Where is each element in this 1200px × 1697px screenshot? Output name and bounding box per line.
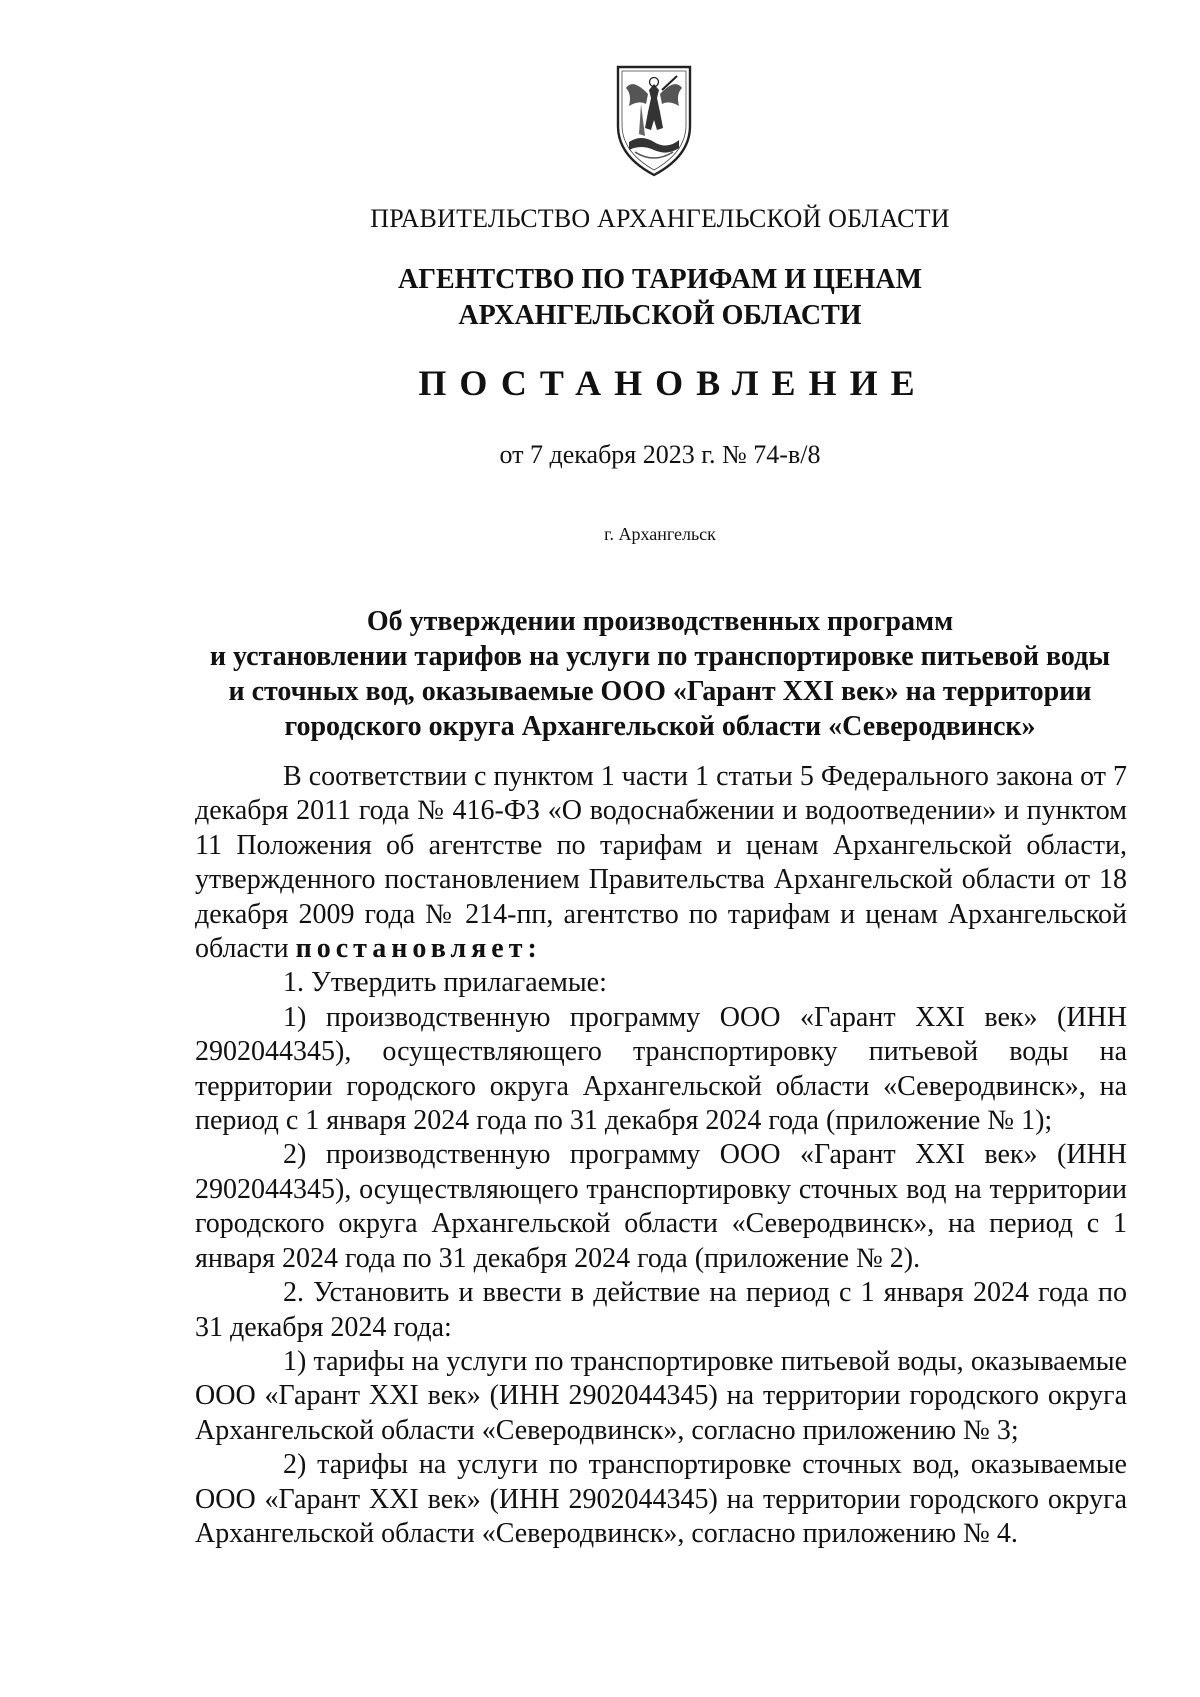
title-line-1: Об утверждении производственных программ (366, 606, 954, 637)
preamble-paragraph (195, 760, 1127, 966)
document-body (195, 760, 1127, 1551)
agency-name-line-1: АГЕНТСТВО ПО ТАРИФАМ И ЦЕНАМ (397, 264, 923, 295)
document-type: ПОСТАНОВЛЕНИЕ (418, 363, 928, 403)
agency-name (0, 262, 1200, 334)
document-title (0, 604, 1200, 744)
document-city: г. Архангельск (604, 524, 716, 544)
government-name: ПРАВИТЕЛЬСТВО АРХАНГЕЛЬСКОЙ ОБЛАСТИ (370, 204, 950, 233)
item-1-2: 2) производственную программу ООО «Гарант XXI век» (ИНН 2902044345), осуществляющего транспортировку сточных вод на территории городского округа Архангельской области «Северодвинск», на период с 1 января 2024 года по 31 декабря 2024 года (приложение № 2). (195, 1139, 1127, 1274)
title-line-3: и сточных вод, оказываемые ООО «Гарант XXI век» на территории (228, 676, 1092, 707)
document-date-number: от 7 декабря 2023 г. № 74-в/8 (499, 440, 821, 469)
item-2-1: 1) тарифы на услуги по транспортировке питьевой воды, оказываемые ООО «Гарант XXI век» (ИНН 2902044345) на территории городского округа Архангельской области «Северодвинск», согласно приложению № 3; (195, 1345, 1127, 1446)
decree-word: постановляет: (295, 933, 542, 965)
title-line-2: и установлении тарифов на услуги по транспортировке питьевой воды (209, 641, 1111, 672)
agency-name-line-2: АРХАНГЕЛЬСКОЙ ОБЛАСТИ (458, 300, 862, 331)
coat-of-arms-icon (615, 64, 693, 178)
item-2-2: 2) тарифы на услуги по транспортировке сточных вод, оказываемые ООО «Гарант XXI век» (ИНН 2902044345) на территории городского округа Архангельской области «Северодвинск», согласно приложению № 4. (195, 1449, 1127, 1549)
item-1: 1. Утвердить прилагаемые: (283, 967, 607, 999)
item-2: 2. Установить и ввести в действие на период с 1 января 2024 года по 31 декабря 2024 года: (195, 1277, 1127, 1343)
item-1-1: 1) производственную программу ООО «Гарант XXI век» (ИНН 2902044345), осуществляющего транспортировку питьевой воды на территории городского округа Архангельской области «Северодвинск», на период с 1 января 2024 года по 31 декабря 2024 года (приложение № 1); (195, 1001, 1127, 1137)
title-line-4: городского округа Архангельской области «Северодвинск» (284, 711, 1036, 742)
preamble-text: В соответствии с пунктом 1 части 1 статьи 5 Федерального закона от 7 декабря 2011 года № 416-ФЗ «О водоснабжении и водоотведении» и пунктом 11 Положения об агентстве по тарифам и ценам Архангельской области, утвержденного постановлением Правительства Архангельской области от 18 декабря 2009 года № 214-пп, агентство по тарифам и ценам Архангельской области (195, 761, 1127, 965)
